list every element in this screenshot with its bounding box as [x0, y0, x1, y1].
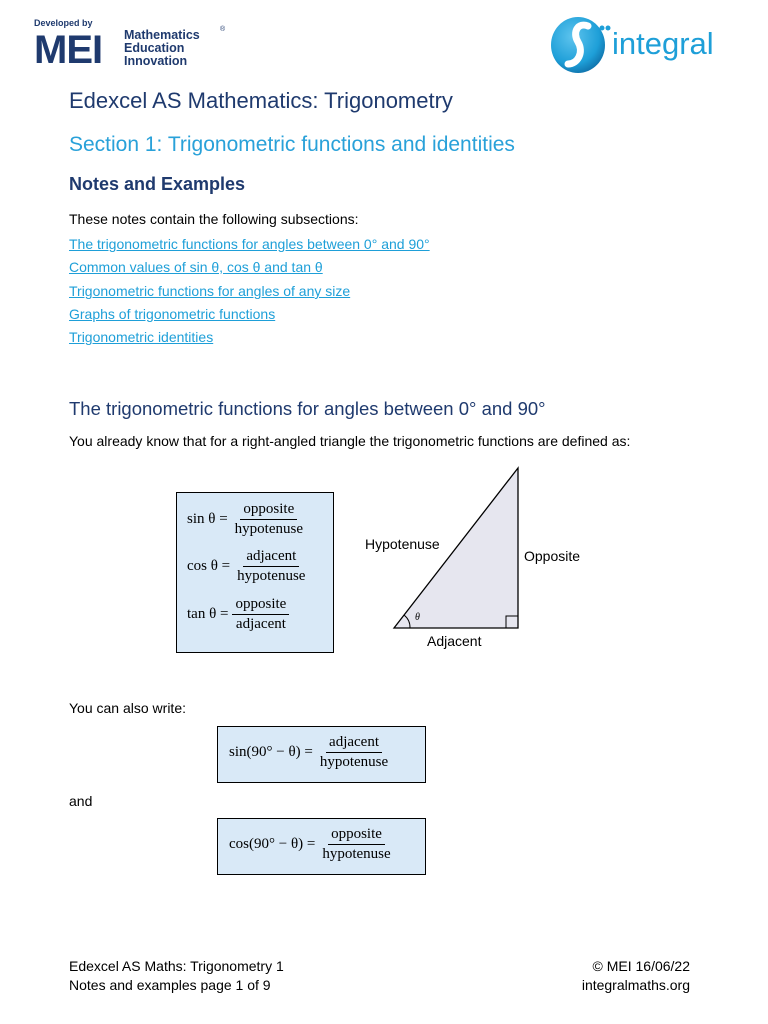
cos-fraction	[234, 548, 308, 585]
section-title: Section 1: Trigonometric functions and identities	[69, 133, 515, 156]
paragraph-and: and	[69, 793, 93, 809]
cos-definition	[187, 548, 308, 585]
tan-fraction	[232, 596, 289, 633]
sin-complement-numerator: adjacent	[326, 734, 382, 753]
intro-text: These notes contain the following subsections:	[69, 211, 359, 227]
notes-heading: Notes and Examples	[69, 174, 246, 194]
footer-course: Edexcel AS Maths: Trigonometry 1	[69, 958, 284, 974]
paragraph-definitions: You already know that for a right-angled triangle the trigonometric functions are defined as:	[69, 433, 631, 449]
toc-link-identities[interactable]: Trigonometric identities	[69, 329, 214, 345]
cos-lhs: cos θ =	[187, 558, 231, 574]
sin-complement-lhs: sin(90° − θ) =	[229, 744, 313, 760]
mei-line-innovation: Innovation	[124, 54, 188, 68]
paragraph-also-write: You can also write:	[69, 700, 186, 716]
sin-lhs: sin θ =	[187, 511, 228, 527]
footer-copyright: © MEI 16/06/22	[592, 958, 690, 974]
sin-complement-denominator: hypotenuse	[319, 754, 389, 770]
footer-page-number: Notes and examples page 1 of 9	[69, 977, 271, 993]
cos-complement-numerator: opposite	[328, 826, 385, 845]
sin-denominator: hypotenuse	[234, 521, 303, 537]
mei-full-name	[124, 29, 200, 68]
mei-line-mathematics: Mathematics	[124, 28, 200, 42]
subsection-heading: The trigonometric functions for angles between 0° and 90°	[69, 398, 546, 419]
sin-numerator: opposite	[240, 501, 297, 520]
tan-denominator: adjacent	[235, 616, 286, 632]
tan-numerator: opposite	[232, 596, 289, 615]
sin-definition	[187, 501, 306, 538]
toc-link-graphs[interactable]: Graphs of trigonometric functions	[69, 306, 276, 322]
sin-complement-fraction	[317, 734, 391, 771]
hypotenuse-label: Hypotenuse	[365, 536, 440, 552]
integral-wordmark: integral	[612, 26, 714, 61]
cos-complement-box	[217, 818, 426, 875]
toc-link-any-size[interactable]: Trigonometric functions for angles of any size	[69, 283, 351, 299]
cos-complement-identity	[229, 826, 394, 863]
sin-complement-identity	[229, 734, 391, 771]
right-triangle-diagram	[360, 462, 600, 658]
tan-definition	[187, 596, 289, 633]
integral-logo	[548, 14, 748, 76]
cos-complement-denominator: hypotenuse	[322, 846, 391, 862]
footer-website: integralmaths.org	[581, 977, 690, 993]
mei-line-education: Education	[124, 41, 185, 55]
definitions-box	[176, 492, 334, 653]
mei-logo	[34, 18, 234, 70]
document-title: Edexcel AS Mathematics: Trigonometry	[69, 88, 453, 113]
adjacent-label: Adjacent	[427, 633, 482, 649]
toc-link-functions-0-90[interactable]: The trigonometric functions for angles between 0° and 90°	[69, 236, 430, 252]
mei-wordmark: MEI	[34, 28, 103, 72]
integral-swirl-icon	[548, 14, 612, 76]
cos-numerator: adjacent	[243, 548, 299, 567]
opposite-label: Opposite	[524, 548, 581, 564]
registered-mark: ®	[220, 26, 226, 33]
tan-lhs: tan θ =	[187, 606, 229, 622]
developed-by-label: Developed by	[34, 18, 93, 28]
toc-link-common-values[interactable]: Common values of sin θ, cos θ and tan θ	[69, 259, 323, 275]
sin-complement-box	[217, 726, 426, 783]
cos-complement-fraction	[319, 826, 393, 863]
cos-denominator: hypotenuse	[237, 568, 306, 584]
cos-complement-lhs: cos(90° − θ) =	[229, 836, 316, 852]
sin-fraction	[232, 501, 306, 538]
theta-label: θ	[415, 612, 420, 623]
